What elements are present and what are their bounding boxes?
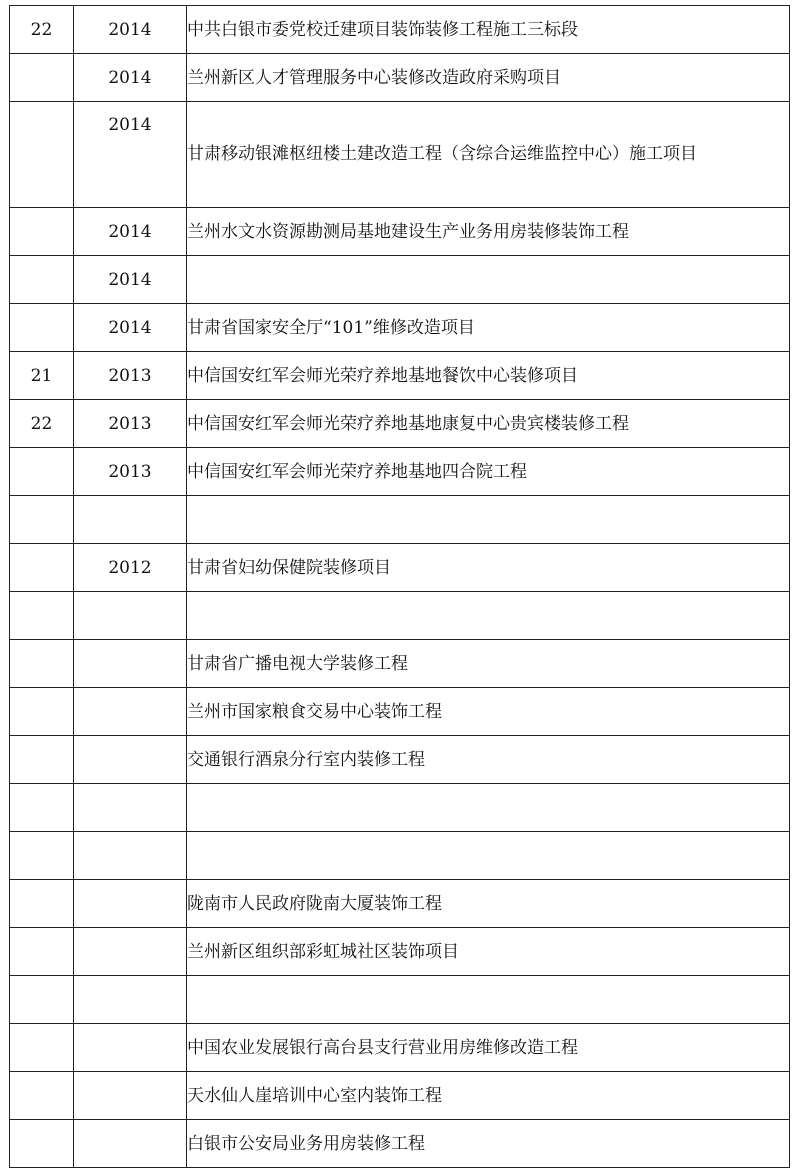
row-number-cell bbox=[10, 736, 74, 784]
year-cell: 2012 bbox=[74, 544, 187, 592]
row-number-cell bbox=[10, 1072, 74, 1120]
project-name-cell: 天水仙人崖培训中心室内装饰工程 bbox=[187, 1072, 790, 1120]
year-cell bbox=[74, 832, 187, 880]
year-cell: 2014 bbox=[74, 256, 187, 304]
project-table-body bbox=[10, 6, 790, 1168]
row-number-cell bbox=[10, 640, 74, 688]
project-name-cell: 白银市公安局业务用房装修工程 bbox=[187, 1120, 790, 1168]
row-number-cell bbox=[10, 102, 74, 208]
project-name-cell bbox=[187, 976, 790, 1024]
row-number-cell bbox=[10, 832, 74, 880]
project-name-cell: 兰州市国家粮食交易中心装饰工程 bbox=[187, 688, 790, 736]
project-name-cell bbox=[187, 496, 790, 544]
project-name-cell: 中共白银市委党校迁建项目装饰装修工程施工三标段 bbox=[187, 6, 790, 54]
table-row bbox=[10, 448, 790, 496]
project-name-cell: 中信国安红军会师光荣疗养地基地餐饮中心装修项目 bbox=[187, 352, 790, 400]
row-number-cell bbox=[10, 688, 74, 736]
project-name-cell: 兰州新区组织部彩虹城社区装饰项目 bbox=[187, 928, 790, 976]
project-name-cell bbox=[187, 784, 790, 832]
row-number-cell bbox=[10, 784, 74, 832]
table-row bbox=[10, 6, 790, 54]
year-cell bbox=[74, 496, 187, 544]
year-cell bbox=[74, 1072, 187, 1120]
year-cell bbox=[74, 688, 187, 736]
row-number-cell bbox=[10, 976, 74, 1024]
row-number-cell bbox=[10, 496, 74, 544]
table-row bbox=[10, 928, 790, 976]
row-number-cell bbox=[10, 880, 74, 928]
project-name-cell: 交通银行酒泉分行室内装修工程 bbox=[187, 736, 790, 784]
table-row bbox=[10, 54, 790, 102]
table-row bbox=[10, 832, 790, 880]
year-cell: 2014 bbox=[74, 54, 187, 102]
year-cell bbox=[74, 592, 187, 640]
row-number-cell bbox=[10, 448, 74, 496]
project-name-cell: 中信国安红军会师光荣疗养地基地四合院工程 bbox=[187, 448, 790, 496]
table-row bbox=[10, 544, 790, 592]
project-name-cell: 甘肃省妇幼保健院装修项目 bbox=[187, 544, 790, 592]
table-row bbox=[10, 1024, 790, 1072]
table-row bbox=[10, 256, 790, 304]
year-cell bbox=[74, 880, 187, 928]
project-name-cell: 兰州新区人才管理服务中心装修改造政府采购项目 bbox=[187, 54, 790, 102]
table-row bbox=[10, 592, 790, 640]
project-name-cell bbox=[187, 256, 790, 304]
year-cell: 2013 bbox=[74, 448, 187, 496]
project-table bbox=[9, 5, 790, 1168]
table-row bbox=[10, 736, 790, 784]
project-name-cell bbox=[187, 592, 790, 640]
project-name-cell: 兰州水文水资源勘测局基地建设生产业务用房装修装饰工程 bbox=[187, 208, 790, 256]
row-number-cell bbox=[10, 928, 74, 976]
year-cell: 2013 bbox=[74, 352, 187, 400]
row-number-cell bbox=[10, 304, 74, 352]
table-row bbox=[10, 102, 790, 208]
table-row bbox=[10, 1120, 790, 1168]
year-cell bbox=[74, 784, 187, 832]
project-name-cell bbox=[187, 832, 790, 880]
year-cell bbox=[74, 736, 187, 784]
year-cell: 2013 bbox=[74, 400, 187, 448]
table-row bbox=[10, 496, 790, 544]
year-cell bbox=[74, 640, 187, 688]
table-row bbox=[10, 1072, 790, 1120]
row-number-cell: 22 bbox=[10, 6, 74, 54]
project-name-cell: 中国农业发展银行高台县支行营业用房维修改造工程 bbox=[187, 1024, 790, 1072]
row-number-cell bbox=[10, 544, 74, 592]
year-cell bbox=[74, 976, 187, 1024]
table-row bbox=[10, 352, 790, 400]
table-row bbox=[10, 976, 790, 1024]
project-name-cell: 甘肃省国家安全厅“101”维修改造项目 bbox=[187, 304, 790, 352]
table-row bbox=[10, 400, 790, 448]
project-name-cell: 甘肃省广播电视大学装修工程 bbox=[187, 640, 790, 688]
year-cell: 2014 bbox=[74, 6, 187, 54]
table-row bbox=[10, 208, 790, 256]
row-number-cell: 22 bbox=[10, 400, 74, 448]
table-row bbox=[10, 640, 790, 688]
project-name-cell: 甘肃移动银滩枢纽楼土建改造工程（含综合运维监控中心）施工项目 bbox=[187, 102, 790, 208]
year-cell: 2014 bbox=[74, 102, 187, 208]
table-row bbox=[10, 304, 790, 352]
project-name-cell: 中信国安红军会师光荣疗养地基地康复中心贵宾楼装修工程 bbox=[187, 400, 790, 448]
row-number-cell bbox=[10, 1120, 74, 1168]
row-number-cell bbox=[10, 256, 74, 304]
year-cell bbox=[74, 1024, 187, 1072]
row-number-cell bbox=[10, 54, 74, 102]
row-number-cell: 21 bbox=[10, 352, 74, 400]
table-row bbox=[10, 784, 790, 832]
row-number-cell bbox=[10, 1024, 74, 1072]
year-cell: 2014 bbox=[74, 208, 187, 256]
year-cell bbox=[74, 1120, 187, 1168]
row-number-cell bbox=[10, 208, 74, 256]
table-row bbox=[10, 880, 790, 928]
row-number-cell bbox=[10, 592, 74, 640]
year-cell: 2014 bbox=[74, 304, 187, 352]
year-cell bbox=[74, 928, 187, 976]
table-row bbox=[10, 688, 790, 736]
project-name-cell: 陇南市人民政府陇南大厦装饰工程 bbox=[187, 880, 790, 928]
